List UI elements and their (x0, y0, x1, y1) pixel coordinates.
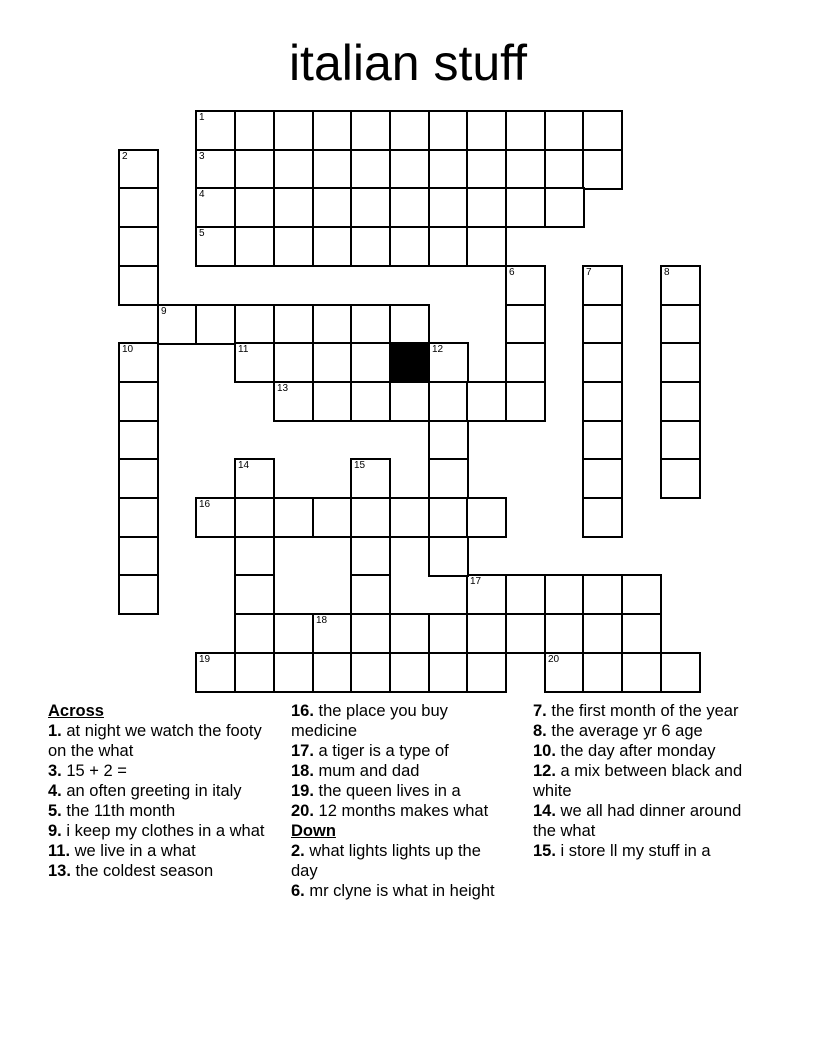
clue-number: 17 (470, 576, 482, 587)
clue-across-13: 13. the coldest season (48, 862, 214, 880)
grid-cell[interactable] (234, 458, 275, 499)
grid-cell[interactable] (660, 304, 701, 345)
grid-cell[interactable] (350, 652, 391, 693)
grid-cell[interactable] (544, 613, 585, 654)
grid-cell[interactable] (505, 304, 546, 345)
grid-cell[interactable] (660, 381, 701, 422)
grid-cell[interactable] (389, 149, 430, 190)
grid-cell[interactable] (195, 497, 236, 538)
grid-cell[interactable] (428, 342, 469, 383)
grid-cell[interactable] (350, 342, 391, 383)
down-header: Down (291, 822, 336, 840)
grid-cell[interactable] (312, 497, 353, 538)
grid-cell[interactable] (350, 110, 391, 151)
clue-number: 19 (199, 654, 211, 665)
grid-cell[interactable] (466, 381, 507, 422)
grid-cell[interactable] (234, 497, 275, 538)
clues-column-2 (291, 701, 506, 901)
grid-cell[interactable] (312, 342, 353, 383)
grid-cell[interactable] (312, 381, 353, 422)
grid-cell[interactable] (118, 149, 159, 190)
grid-cell[interactable] (157, 304, 198, 345)
clues-column-3 (533, 701, 768, 861)
grid-cell[interactable] (428, 458, 469, 499)
clues-column-1 (48, 701, 268, 881)
grid-cell[interactable] (118, 265, 159, 306)
grid-cell[interactable] (582, 497, 623, 538)
grid-cell[interactable] (389, 226, 430, 267)
grid-cell[interactable] (428, 536, 469, 577)
clue-number: 9 (161, 306, 167, 317)
grid-cell[interactable] (505, 265, 546, 306)
grid-cell[interactable] (505, 110, 546, 151)
grid-cell[interactable] (621, 613, 662, 654)
grid-cell[interactable] (273, 497, 314, 538)
grid-cell[interactable] (350, 613, 391, 654)
grid-cell[interactable] (234, 342, 275, 383)
grid-cell[interactable] (234, 536, 275, 577)
grid-cell[interactable] (428, 110, 469, 151)
grid-cell[interactable] (466, 613, 507, 654)
grid-cell[interactable] (544, 149, 585, 190)
grid-cell[interactable] (505, 574, 546, 615)
grid-cell[interactable] (273, 381, 314, 422)
grid-cell[interactable] (195, 304, 236, 345)
grid-cell[interactable] (621, 574, 662, 615)
clue-number: 16 (199, 499, 211, 510)
grid-cell[interactable] (195, 149, 236, 190)
grid-cell[interactable] (350, 381, 391, 422)
puzzle-title: italian stuff (288, 35, 528, 91)
grid-cell[interactable] (428, 420, 469, 461)
grid-cell[interactable] (582, 652, 623, 693)
grid-cell[interactable] (428, 187, 469, 228)
grid-cell[interactable] (660, 342, 701, 383)
clue-number: 2 (122, 151, 128, 162)
grid-cell[interactable] (582, 265, 623, 306)
clue-number: 12 (432, 344, 444, 355)
grid-cell[interactable] (118, 342, 159, 383)
grid-cell[interactable] (273, 149, 314, 190)
clue-number: 20 (548, 654, 560, 665)
clue-number: 10 (122, 344, 134, 355)
grid-cell[interactable] (195, 187, 236, 228)
across-header: Across (48, 702, 104, 720)
grid-cell[interactable] (234, 304, 275, 345)
clue-across-11: 11. we live in a what (48, 842, 196, 860)
clue-down-2: 2. what lights lights up the day (291, 842, 481, 880)
grid-cell[interactable] (544, 652, 585, 693)
grid-cell[interactable] (660, 652, 701, 693)
clue-number: 18 (316, 615, 328, 626)
clue-number: 4 (199, 189, 205, 200)
grid-cell[interactable] (428, 149, 469, 190)
grid-cell[interactable] (312, 304, 353, 345)
grid-cell[interactable] (118, 226, 159, 267)
grid-cell[interactable] (389, 652, 430, 693)
grid-cell[interactable] (544, 574, 585, 615)
grid-cell[interactable] (234, 226, 275, 267)
grid-cell[interactable] (118, 420, 159, 461)
grid-cell[interactable] (273, 342, 314, 383)
grid-cell[interactable] (312, 652, 353, 693)
grid-block-cell (389, 342, 430, 383)
grid-cell[interactable] (273, 652, 314, 693)
grid-cell[interactable] (234, 652, 275, 693)
grid-cell[interactable] (118, 458, 159, 499)
grid-cell[interactable] (350, 187, 391, 228)
grid-cell[interactable] (312, 187, 353, 228)
grid-cell[interactable] (118, 187, 159, 228)
grid-cell[interactable] (428, 652, 469, 693)
clue-across-1: 1. at night we watch the footy on the what (48, 722, 262, 760)
grid-cell[interactable] (350, 497, 391, 538)
grid-cell[interactable] (466, 149, 507, 190)
grid-cell[interactable] (389, 187, 430, 228)
grid-cell[interactable] (582, 110, 623, 151)
grid-cell[interactable] (312, 149, 353, 190)
grid-cell[interactable] (505, 342, 546, 383)
clue-number: 15 (354, 460, 366, 471)
grid-cell[interactable] (544, 110, 585, 151)
clue-number: 1 (199, 112, 205, 123)
grid-cell[interactable] (428, 613, 469, 654)
grid-cell[interactable] (312, 226, 353, 267)
grid-cell[interactable] (118, 381, 159, 422)
grid-cell[interactable] (273, 304, 314, 345)
grid-cell[interactable] (195, 652, 236, 693)
clue-down-7: 7. the first month of the year (533, 702, 739, 720)
grid-cell[interactable] (466, 574, 507, 615)
grid-cell[interactable] (389, 381, 430, 422)
clue-number: 11 (238, 344, 249, 355)
grid-cell[interactable] (660, 458, 701, 499)
grid-cell[interactable] (582, 420, 623, 461)
grid-cell[interactable] (389, 304, 430, 345)
grid-cell[interactable] (234, 110, 275, 151)
grid-cell[interactable] (505, 187, 546, 228)
grid-cell[interactable] (273, 187, 314, 228)
grid-cell[interactable] (582, 304, 623, 345)
clue-across-16: 16. the place you buy medicine (291, 702, 448, 740)
grid-cell[interactable] (505, 381, 546, 422)
grid-cell[interactable] (621, 652, 662, 693)
clue-across-18: 18. mum and dad (291, 762, 420, 780)
grid-cell[interactable] (312, 110, 353, 151)
clue-number: 14 (238, 460, 250, 471)
clue-across-9: 9. i keep my clothes in a what (48, 822, 265, 840)
grid-cell[interactable] (505, 613, 546, 654)
grid-cell[interactable] (582, 613, 623, 654)
grid-cell[interactable] (389, 613, 430, 654)
grid-cell[interactable] (118, 497, 159, 538)
clue-down-10: 10. the day after monday (533, 742, 716, 760)
grid-cell[interactable] (195, 110, 236, 151)
grid-cell[interactable] (466, 110, 507, 151)
grid-cell[interactable] (273, 226, 314, 267)
grid-cell[interactable] (428, 497, 469, 538)
clue-number: 6 (509, 267, 515, 278)
grid-cell[interactable] (466, 226, 507, 267)
grid-cell[interactable] (350, 226, 391, 267)
grid-cell[interactable] (505, 149, 546, 190)
grid-cell[interactable] (466, 187, 507, 228)
clue-down-8: 8. the average yr 6 age (533, 722, 703, 740)
grid-cell[interactable] (544, 187, 585, 228)
clue-number: 5 (199, 228, 205, 239)
grid-cell[interactable] (466, 652, 507, 693)
clue-down-15: 15. i store ll my stuff in a (533, 842, 711, 860)
grid-cell[interactable] (660, 420, 701, 461)
clue-across-19: 19. the queen lives in a (291, 782, 461, 800)
grid-cell[interactable] (428, 226, 469, 267)
grid-cell[interactable] (350, 458, 391, 499)
grid-cell[interactable] (350, 536, 391, 577)
grid-cell[interactable] (350, 304, 391, 345)
grid-cell[interactable] (118, 536, 159, 577)
clue-number: 7 (586, 267, 592, 278)
clue-down-12: 12. a mix between black and white (533, 762, 743, 800)
clue-number: 8 (664, 267, 670, 278)
clue-down-6: 6. mr clyne is what in height (291, 882, 495, 900)
clue-number: 13 (277, 383, 289, 394)
grid-cell[interactable] (195, 226, 236, 267)
grid-cell[interactable] (350, 574, 391, 615)
grid-cell[interactable] (660, 265, 701, 306)
grid-cell[interactable] (234, 574, 275, 615)
grid-cell[interactable] (234, 149, 275, 190)
grid-cell[interactable] (428, 381, 469, 422)
grid-cell[interactable] (582, 381, 623, 422)
clue-across-5: 5. the 11th month (48, 802, 176, 820)
clue-across-3: 3. 15 + 2 = (48, 762, 127, 780)
clue-across-20: 20. 12 months makes what (291, 802, 489, 820)
grid-cell[interactable] (582, 149, 623, 190)
clue-across-4: 4. an often greeting in italy (48, 782, 242, 800)
grid-cell[interactable] (582, 574, 623, 615)
grid-cell[interactable] (118, 574, 159, 615)
grid-cell[interactable] (350, 149, 391, 190)
grid-cell[interactable] (582, 342, 623, 383)
grid-cell[interactable] (466, 497, 507, 538)
grid-cell[interactable] (273, 613, 314, 654)
grid-cell[interactable] (389, 110, 430, 151)
clue-number: 3 (199, 151, 205, 162)
grid-cell[interactable] (273, 110, 314, 151)
clue-down-14: 14. we all had dinner around the what (533, 802, 742, 840)
grid-cell[interactable] (312, 613, 353, 654)
grid-cell[interactable] (389, 497, 430, 538)
grid-cell[interactable] (582, 458, 623, 499)
grid-cell[interactable] (234, 613, 275, 654)
clue-across-17: 17. a tiger is a type of (291, 742, 449, 760)
grid-cell[interactable] (234, 187, 275, 228)
